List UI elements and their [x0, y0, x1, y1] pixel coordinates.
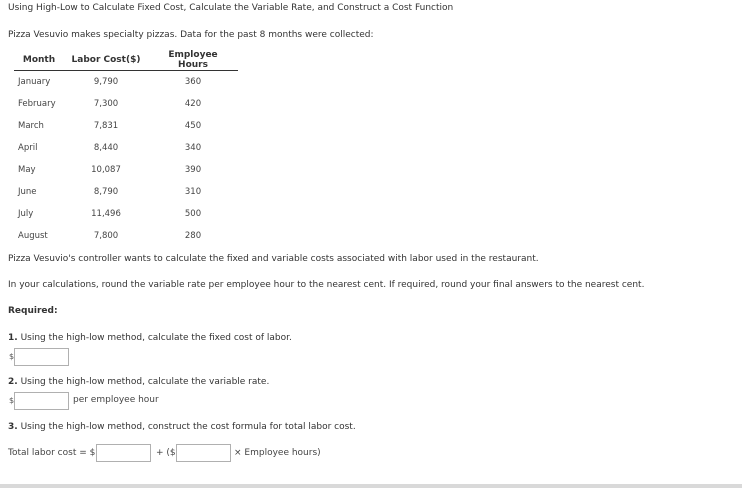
table-header-row [14, 50, 238, 71]
q1-dollar-sign: $ [9, 352, 15, 361]
q2-dollar-sign: $ [9, 396, 15, 405]
employee-hours-cell: 390 [184, 164, 202, 175]
question-3-number: 3. [8, 422, 18, 432]
table-row [14, 225, 238, 247]
question-1-text [8, 333, 292, 343]
labor-cost-cell: 8,790 [93, 186, 119, 197]
formula-fixed-cost-input[interactable] [96, 444, 151, 462]
question-1-number: 1. [8, 333, 18, 343]
table-row [14, 115, 238, 137]
question-2-prompt: Using the high-low method, calculate the variable rate. [20, 377, 270, 387]
total-labor-cost-label: Total labor cost = $ [8, 448, 96, 458]
labor-cost-cell: 7,300 [93, 98, 119, 109]
fixed-cost-input[interactable] [14, 348, 69, 366]
question-2-text [8, 377, 269, 387]
month-cell: February [18, 98, 56, 109]
month-cell: April [18, 142, 38, 153]
employee-hours-cell: 420 [184, 98, 202, 109]
labor-cost-cell: 8,440 [93, 142, 119, 153]
formula-employee-hours-label: × Employee hours) [234, 448, 321, 458]
table-row [14, 93, 238, 115]
month-cell: May [18, 164, 36, 175]
bottom-divider [0, 484, 742, 488]
table-row [14, 181, 238, 203]
labor-cost-cell: 9,790 [93, 76, 119, 87]
formula-variable-rate-input[interactable] [176, 444, 231, 462]
rounding-instructions: In your calculations, round the variable rate per employee hour to the nearest cent. If required, round your final answers to the nearest cent. [8, 280, 645, 290]
table-row [14, 203, 238, 225]
month-cell: August [18, 230, 48, 241]
table-row [14, 137, 238, 159]
table-row [14, 71, 238, 93]
labor-cost-cell: 7,831 [93, 120, 119, 131]
employee-hours-cell: 450 [184, 120, 202, 131]
col-employee-hours-header: Employee Hours [148, 50, 238, 71]
page-title: Using High-Low to Calculate Fixed Cost, Calculate the Variable Rate, and Construct a Cost Function [8, 3, 454, 13]
controller-note: Pizza Vesuvio's controller wants to calculate the fixed and variable costs associated with labor used in the restaurant. [8, 254, 539, 264]
variable-rate-input[interactable] [14, 392, 69, 410]
employee-hours-cell: 280 [184, 230, 202, 241]
employee-hours-cell: 500 [184, 208, 202, 219]
col-labor-cost-header: Labor Cost($) [64, 50, 148, 71]
table-row [14, 159, 238, 181]
labor-cost-cell: 7,800 [93, 230, 119, 241]
question-3-text [8, 422, 356, 432]
employee-hours-cell: 340 [184, 142, 202, 153]
intro-text: Pizza Vesuvio makes specialty pizzas. Data for the past 8 months were collected: [8, 30, 374, 40]
labor-cost-cell: 10,087 [91, 164, 121, 175]
employee-hours-cell: 310 [184, 186, 202, 197]
employee-hours-cell: 360 [184, 76, 202, 87]
labor-cost-cell: 11,496 [91, 208, 121, 219]
per-employee-hour-label: per employee hour [73, 395, 159, 405]
question-1-prompt: Using the high-low method, calculate the fixed cost of labor. [20, 333, 292, 343]
required-heading: Required: [8, 306, 58, 316]
month-cell: March [18, 120, 44, 131]
question-2-number: 2. [8, 377, 18, 387]
month-cell: June [18, 186, 37, 197]
formula-plus-label: + ($ [156, 448, 176, 458]
month-cell: January [18, 76, 51, 87]
question-3-prompt: Using the high-low method, construct the cost formula for total labor cost. [20, 422, 356, 432]
labor-data-table [14, 50, 238, 247]
col-month-header: Month [14, 50, 64, 71]
month-cell: July [18, 208, 34, 219]
